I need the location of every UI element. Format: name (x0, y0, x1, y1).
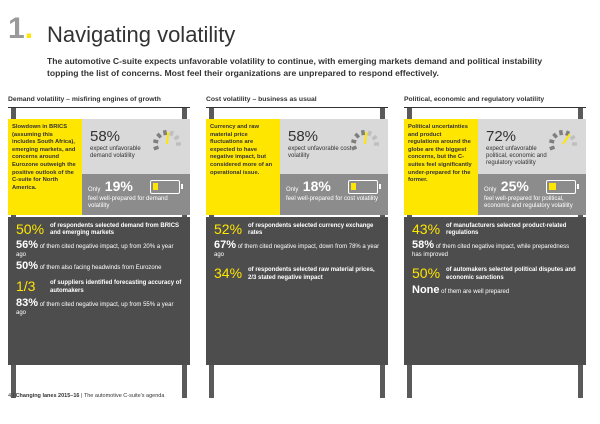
stat-value: 50% (412, 265, 441, 282)
stat-line-text: of them are well prepared (441, 288, 510, 295)
column-heading: Cost volatility – business as usual (206, 96, 317, 103)
prepared-percent: 25% (500, 178, 529, 194)
stat-row (214, 265, 380, 281)
stat-row (412, 265, 578, 281)
stat-line-value: 83% (16, 296, 39, 309)
stat-line (412, 241, 578, 259)
preparedness-box (478, 174, 586, 215)
section-name: The automotive C-suite's agenda (83, 393, 165, 399)
page-title: Navigating volatility (47, 22, 236, 47)
prepared-label: feel well-prepared for demand volatility (88, 196, 168, 209)
expectation-label: expect unfavorable demand volatility (90, 146, 141, 159)
summary-panel (404, 119, 586, 215)
stat-text: of suppliers identified forecasting accuracy of automakers (50, 280, 182, 294)
gauge-icon (350, 126, 380, 156)
stat-text: of respondents selected raw material prices, 2/3 stated negative impact (248, 267, 375, 281)
stat-line-text: of them cited negative impact, while preparedness has improved (412, 244, 570, 259)
stat-line-value: 50% (16, 260, 39, 273)
summary-text: Slowdown in BRICS (assuming this includes South Africa), emerging markets, and concerns around Eurozone outweigh the positive outlook of the C-suite for North America. (8, 119, 82, 215)
summary-text: Currency and raw material price fluctuations are expected to have negative impact, but considered more of an operational issue. (206, 119, 280, 215)
summary-panel (8, 119, 190, 215)
battery-fill (549, 183, 556, 190)
stat-text: of respondents selected currency exchange rates (248, 223, 374, 237)
stat-text: of respondents selected demand from BRICS and emerging markets (50, 223, 180, 237)
stat-line (412, 283, 578, 296)
section-number: 1. (8, 12, 34, 45)
expectation-box (82, 119, 190, 174)
stat-value: 50% (16, 221, 45, 237)
column-heading: Demand volatility – misfiring engines of growth (8, 96, 161, 103)
stats-panel (206, 217, 388, 365)
page-number: 4 (8, 393, 12, 399)
battery-icon (150, 180, 180, 194)
summary-panel (206, 119, 388, 215)
battery-icon (546, 180, 576, 194)
expectation-label: expect unfavorable cost volatility (288, 146, 352, 159)
stat-line (214, 241, 380, 259)
stat-value: 34% (214, 265, 243, 282)
volatility-column (206, 95, 388, 410)
stat-line (16, 262, 182, 272)
page-footer: 4 | Changing lanes 2015–16 | The automotive C-suite's agenda (8, 393, 165, 399)
prepared-percent: 19% (104, 178, 133, 194)
stat-line-text: of them also facing headwinds from Eurozone (39, 265, 162, 272)
prepared-label: feel well-prepared for political, economic and regulatory volatility (484, 196, 573, 209)
expectation-percent: 58% (90, 128, 121, 145)
stat-value: 43% (412, 221, 441, 237)
gauge-icon (152, 126, 182, 156)
stat-row (412, 221, 578, 237)
stat-line-value: 67% (214, 239, 237, 252)
only-label: Only (286, 187, 299, 193)
only-label: Only (88, 187, 101, 193)
expectation-label: expect unfavorable political, economic and regulatory volatility (486, 146, 547, 166)
preparedness-box (82, 174, 190, 215)
stat-value: 1/3 (16, 278, 36, 295)
summary-text: Political uncertainties and product regulations around the globe are the biggest concerns, but the C-suites feel significantly under-prepared for the former. (404, 119, 478, 215)
stat-row (16, 278, 182, 294)
divider (206, 107, 388, 108)
prepared-label: feel well-prepared for cost volatility (286, 196, 379, 202)
stats-panel (8, 217, 190, 365)
divider (8, 107, 190, 108)
stat-line (16, 241, 182, 259)
stat-line (16, 296, 182, 317)
expectation-percent: 58% (288, 128, 319, 145)
stat-text: of manufacturers selected product-related regulations (446, 223, 567, 237)
column-heading: Political, economic and regulatory volatility (404, 96, 545, 103)
gauge-icon (548, 126, 578, 156)
volatility-column (8, 95, 190, 410)
stat-line-text: of them cited negative impact, down from 78% a year ago (214, 244, 380, 259)
only-label: Only (484, 187, 497, 193)
stat-line-value: 58% (412, 239, 435, 252)
stat-line-text: of them cited negative impact, up from 20% a year ago (16, 244, 174, 259)
stats-panel (404, 217, 586, 365)
expectation-percent: 72% (486, 128, 517, 145)
stat-line-value: 56% (16, 239, 39, 252)
expectation-box (478, 119, 586, 174)
publication-title: Changing lanes 2015–16 (15, 393, 80, 399)
stat-row (16, 221, 182, 237)
stat-line-text: of them cited negative impact, up from 55% a year ago (16, 301, 174, 316)
stat-text: of automakers selected political disputes and economic sanctions (446, 267, 576, 281)
divider (404, 107, 586, 108)
stat-line-value: None (412, 283, 440, 296)
prepared-percent: 18% (302, 178, 331, 194)
intro-text: The automotive C-suite expects unfavorable volatility to continue, with emerging markets demand and political instability topping the list of concerns. Most feel their organizations are unprepared to respond effectively. (47, 56, 543, 78)
battery-fill (351, 183, 356, 190)
volatility-column (404, 95, 586, 410)
stat-row (214, 221, 380, 237)
expectation-box (280, 119, 388, 174)
preparedness-box (280, 174, 388, 215)
battery-icon (348, 180, 378, 194)
stat-value: 52% (214, 221, 243, 237)
battery-fill (153, 183, 158, 190)
